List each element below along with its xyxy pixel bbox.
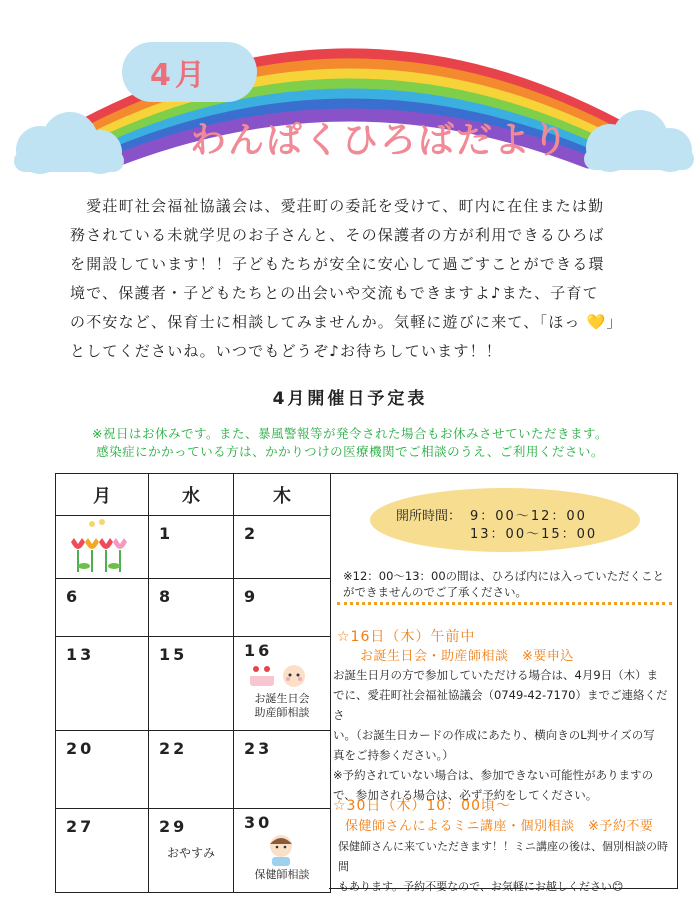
day-number: 2 [244,524,259,543]
header-wednesday: 水 [149,474,234,516]
intro-line: 愛荘町社会福祉協議会は、愛荘町の委託を受けて、町内に在住または勤 [70,197,605,215]
header-thursday: 木 [234,474,331,516]
calendar-cell [234,731,331,809]
cell-note: 保健師相談 [254,868,310,881]
month-label: 4月 [150,58,209,93]
calendar-cell-empty [56,516,149,579]
event1-line: お誕生日月の方で参加していただける場合は、4月9日（木）ま [333,668,659,682]
day-number: 20 [66,739,95,758]
calendar-row [56,637,331,731]
holiday-note: ※祝日はお休みです。また、暴風警報等が発令された場合もお休みさせていただきます。 [92,426,608,441]
event1-subheading: お誕生日会・助産師相談 ※要申込 [360,649,574,664]
calendar-row [56,809,331,893]
event1-line: ※予約されていない場合は、参加できない可能性がありますの [333,768,654,782]
hours-morning: 9：00～12：00 [470,509,587,524]
newsletter-title: わんぱくひろばだより [190,120,571,161]
cake-baby-icon [234,660,328,690]
cell-note: お誕生日会 助産師相談 [254,692,310,719]
illness-note: 感染症にかかっている方は、かかりつけの医療機関でご相談のうえ、ご利用ください。 [96,444,604,459]
event1-body [333,665,673,805]
schedule-title: 4月開催日予定表 [272,389,428,409]
calendar-row [56,731,331,809]
nurse-icon [234,832,328,866]
calendar-cell [149,579,234,637]
intro-line: を開設しています！！子どもたちが安全に安心して過ごすことができる環 [70,255,605,273]
day-number: 27 [66,817,95,836]
event2-subheading: 保健師さんによるミニ講座・個別相談 ※予約不要 [345,819,654,834]
day-number: 6 [66,587,81,606]
event2-body [338,837,678,897]
calendar-row [56,516,331,579]
day-number: 23 [244,739,273,758]
day-number: 16 [244,641,273,660]
event1-line: 真をご持参ください。） [333,748,454,762]
calendar-cell [149,809,234,893]
calendar-cell [234,579,331,637]
header-monday: 月 [56,474,149,516]
event1-line: で、参加される場合は、必ず予約をしてください。 [333,788,598,802]
calendar-cell [149,731,234,809]
calendar-cell [56,579,149,637]
calendar-cell [56,637,149,731]
intro-line: の不安など、保育士に相談してみませんか。気軽に遊びに来て、「ほっ 💛」 [70,313,623,331]
calendar-cell [56,731,149,809]
hours-afternoon: 13：00～15：00 [470,527,598,542]
event1-line: い。（お誕生日カードの作成にあたり、横向きのL判サイズの写 [333,728,655,742]
hours-label: 開所時間： [396,509,462,524]
day-number: 29 [159,817,188,836]
day-number: 15 [159,645,188,664]
calendar-cell [149,516,234,579]
day-number: 1 [159,524,174,543]
event1-heading: ☆16日（木）午前中 [337,629,476,645]
calendar-cell [234,637,331,731]
day-number: 30 [244,813,273,832]
dotted-divider [337,602,672,605]
intro-line: 務されている未就学児のお子さんと、その保護者の方が利用できるひろば [70,226,605,244]
day-number: 22 [159,739,188,758]
day-number: 9 [244,587,259,606]
event2-line: もあります。予約不要なので、お気軽にお越しください😊 [338,880,624,893]
tulips-icon [56,516,148,574]
day-number: 13 [66,645,95,664]
calendar-cell [234,516,331,579]
event1-line: でに、愛荘町社会福祉協議会（0749-42-7170）までご連絡くださ [333,688,668,722]
intro-paragraph [70,192,650,366]
calendar-row [56,579,331,637]
calendar-cell [56,809,149,893]
day-number: 8 [159,587,174,606]
calendar-cell [149,637,234,731]
calendar-cell [234,809,331,893]
cell-note: おやすみ [166,846,215,860]
event2-heading: ☆30日（木）10：00頃～ [333,798,511,814]
lunch-closed-note: ※12：00～13：00の間は、ひろば内には入っていただくことができませんのでご了承ください。 [343,569,665,599]
intro-line: 境で、保護者・子どもたちとの出会いや交流もできますよ♪また、子育て [70,284,599,302]
calendar-table [55,473,331,893]
calendar-header-row [56,474,331,516]
intro-line: としてくださいね。いつでもどうぞ♪お待ちしています！！ [70,342,502,360]
event2-line: 保健師さんに来ていただきます！！ミニ講座の後は、個別相談の時間 [338,840,668,873]
